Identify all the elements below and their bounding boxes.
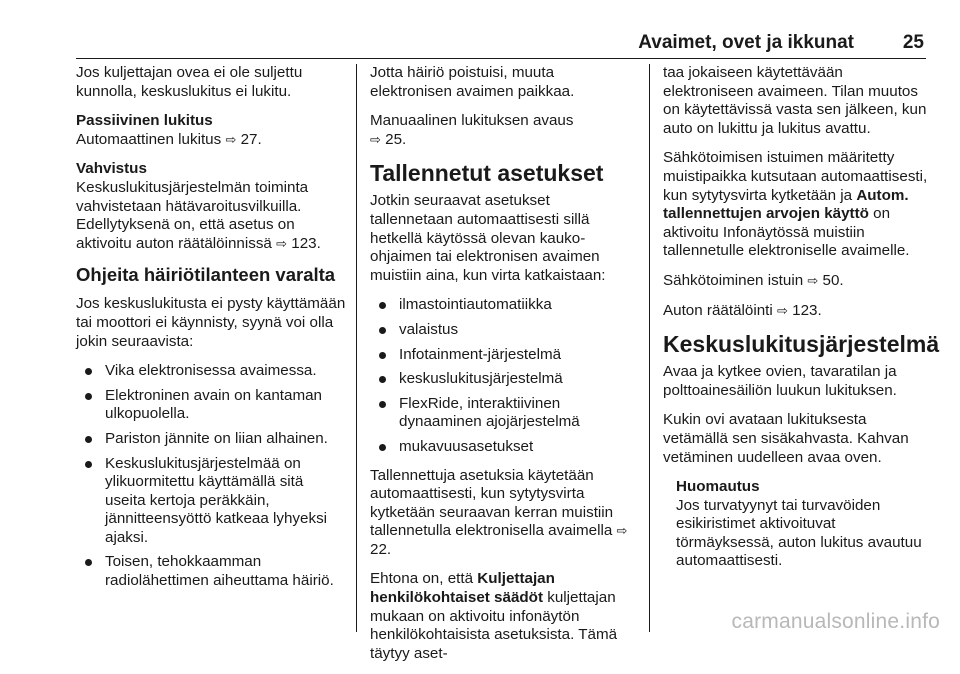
paragraph: taa jokaiseen käytettävään elektroniseen avaimeen. Tilan muutos on käytettävissä vasta sen jälkeen, kun auto on lukittu ja lukitus avattu. bbox=[663, 64, 927, 137]
setting-name: Autom. tallennettujen arvojen käyttö bbox=[663, 186, 909, 223]
column-1 bbox=[76, 64, 346, 601]
paragraph: Ehtona on, että Kuljettajan henkilökohtaiset säädöt kuljettajan mukaan on aktivoitu infonäytön henkilökohtaisista asetuksista. Tämä täytyy aset- bbox=[370, 570, 618, 662]
note-box bbox=[663, 478, 928, 571]
bullet-icon bbox=[379, 352, 386, 359]
passive-lock-section bbox=[76, 112, 346, 149]
page-number: 25 bbox=[902, 32, 924, 53]
list-item: Vika elektronisessa avaimessa. bbox=[76, 362, 346, 381]
paragraph: Jotkin seuraavat asetukset tallennetaan automaattisesti sillä hetkellä käytössä olevan kauko-ohjaimen tai elektronisen avaimen muistiin aina, kun virta katkaistaan: bbox=[370, 192, 606, 284]
note-heading: Huomautus bbox=[676, 478, 760, 496]
reference-arrow-icon: ⇨ bbox=[616, 523, 628, 539]
section-subheading: Passiivinen lukitus bbox=[76, 112, 213, 130]
confirm-section bbox=[76, 160, 346, 253]
list-item: ilmastointiautomatiikka bbox=[370, 296, 636, 315]
cross-ref-text: Automaattinen lukitus bbox=[76, 130, 222, 148]
bullet-list bbox=[370, 296, 636, 456]
bullet-icon bbox=[85, 368, 92, 375]
cross-ref-text: Auton räätälöinti bbox=[663, 301, 773, 319]
page-ref[interactable]: 50. bbox=[822, 271, 844, 289]
page-header bbox=[76, 20, 926, 59]
bullet-icon bbox=[85, 461, 92, 468]
bullet-icon bbox=[379, 302, 386, 309]
list-item: Infotainment-järjestelmä bbox=[370, 346, 636, 365]
reference-arrow-icon: ⇨ bbox=[276, 235, 288, 251]
setting-name: Kuljettajan henkilökohtaiset säädöt bbox=[370, 570, 555, 607]
paragraph: Kukin ovi avataan lukituksesta vetämällä sen sisäkahvasta. Kahvan vetäminen uudelleen avaa oven. bbox=[663, 411, 909, 466]
list-item: FlexRide, interaktiivinen dynaaminen ajojärjestelmä bbox=[370, 395, 636, 432]
bullet-icon bbox=[85, 393, 92, 400]
list-item: Elektroninen avain on kantaman ulkopuolella. bbox=[76, 387, 346, 424]
column-3 bbox=[663, 64, 940, 571]
list-item: Pariston jännite on liian alhainen. bbox=[76, 430, 346, 449]
list-item: keskuslukitusjärjestelmä bbox=[370, 370, 636, 389]
watermark: carmanualsonline.info bbox=[731, 610, 940, 633]
paragraph: Jotta häiriö poistuisi, muuta elektronisen avaimen paikkaa. bbox=[370, 64, 575, 100]
section-heading: Ohjeita häiriötilanteen varalta bbox=[76, 264, 336, 286]
page-ref[interactable]: 123. bbox=[291, 234, 321, 252]
bullet-icon bbox=[379, 401, 386, 408]
section-heading: Keskuslukitusjärjestelmä bbox=[663, 331, 940, 358]
paragraph: Keskuslukitusjärjestelmän toiminta vahvistetaan hätävaroitusvilkuilla. Edellytyksenä on, että asetus on aktivoitu auton räätälöinnissä bbox=[76, 178, 309, 252]
paragraph: Jos keskuslukitusta ei pysty käyttämään tai moottori ei käynnisty, syynä voi olla jokin seuraavista: bbox=[76, 295, 346, 350]
column-divider bbox=[356, 64, 357, 632]
bullet-icon bbox=[85, 436, 92, 443]
list-item: Toisen, tehokkaamman radiolähettimen aiheuttama häiriö. bbox=[76, 553, 346, 590]
customization-ref bbox=[663, 302, 928, 321]
page-ref[interactable]: 123. bbox=[792, 301, 822, 319]
bullet-icon bbox=[379, 327, 386, 334]
section-heading: Tallennetut asetukset bbox=[370, 160, 604, 187]
paragraph: Sähkötoimisen istuimen määritetty muistipaikka kutsutaan automaattisesti, kun sytytysvirta kytketään ja Autom. tallennettujen arvojen käyttö on aktivoitu Infonäytössä muistiin tallennetulle elektroniselle avaimelle. bbox=[663, 149, 928, 260]
bullet-icon bbox=[85, 559, 92, 566]
section-subheading: Vahvistus bbox=[76, 160, 147, 178]
page-ref[interactable]: 22. bbox=[370, 540, 392, 558]
page-ref[interactable]: 25. bbox=[385, 130, 407, 148]
list-item: mukavuusasetukset bbox=[370, 438, 636, 457]
column-2 bbox=[370, 64, 636, 674]
page-ref[interactable]: 27. bbox=[240, 130, 262, 148]
bullet-icon bbox=[379, 444, 386, 451]
cross-ref-text: Sähkötoiminen istuin bbox=[663, 271, 804, 289]
list-item: Keskuslukitusjärjestelmää on ylikuormitettu käyttämällä sitä useita kertoja peräkkäin, jännitteensyöttö katkeaa lyhyeksi ajaksi. bbox=[76, 455, 346, 548]
column-divider bbox=[649, 64, 650, 632]
manual-unlock-ref bbox=[370, 112, 636, 149]
page-title: Avaimet, ovet ja ikkunat bbox=[638, 32, 854, 53]
bullet-icon bbox=[379, 376, 386, 383]
paragraph: Tallennettuja asetuksia käytetään automaattisesti, kun sytytysvirta kytketään seuraavan kerran muistiin tallennetulla elektronisella avaimella ⇨ 22. bbox=[370, 466, 628, 558]
note-text: Jos turvatyynyt tai turvavöiden esikiristimet aktivoituvat törmäyksessä, auton lukitus avautuu automaattisesti. bbox=[676, 496, 922, 570]
reference-arrow-icon: ⇨ bbox=[225, 131, 237, 147]
reference-arrow-icon: ⇨ bbox=[807, 272, 819, 288]
paragraph: Avaa ja kytkee ovien, tavaratilan ja polttoainesäiliön luukun lukituksen. bbox=[663, 363, 897, 399]
reference-arrow-icon: ⇨ bbox=[777, 302, 788, 318]
reference-arrow-icon: ⇨ bbox=[370, 131, 381, 147]
list-item: valaistus bbox=[370, 321, 636, 340]
bullet-list bbox=[76, 362, 346, 591]
seat-ref bbox=[663, 272, 928, 291]
cross-ref-text: Manuaalinen lukituksen avaus bbox=[370, 112, 574, 130]
paragraph: Jos kuljettajan ovea ei ole suljettu kunnolla, keskuslukitus ei lukitu. bbox=[76, 64, 303, 100]
